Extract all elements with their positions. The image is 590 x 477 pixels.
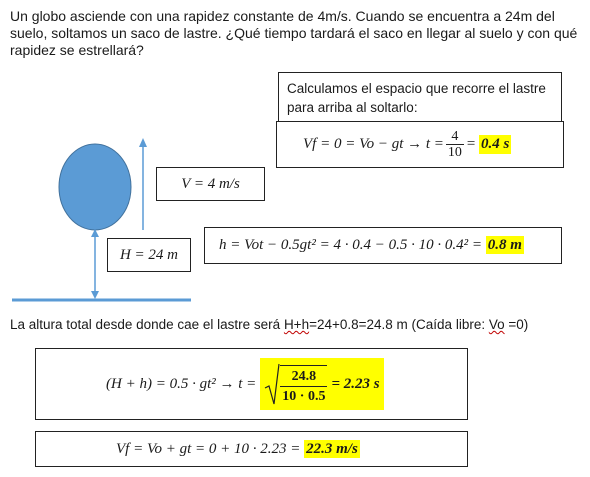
step3-frac-den: 10 · 0.5 xyxy=(280,386,327,404)
step3-equation xyxy=(106,358,384,410)
step1-equation xyxy=(303,129,511,160)
step3-fraction xyxy=(280,365,327,404)
balloon-diagram xyxy=(0,130,210,310)
total-height-text xyxy=(10,317,528,332)
sqrt-icon xyxy=(264,362,280,406)
height-label: H = 24 m xyxy=(119,246,179,263)
step4-equation xyxy=(116,441,360,458)
step1-intro-text: Calculamos el espacio que recorre el lastre para arriba al soltarlo: xyxy=(287,81,546,115)
step4-eq-prefix: Vf = Vo + gt = 0 + 10 · 2.23 = xyxy=(116,440,301,457)
total-text-vo: Vo xyxy=(488,317,505,332)
step3-result: = 2.23 s xyxy=(331,375,380,392)
total-text-hh: H+h xyxy=(283,317,310,332)
step1-frac-num: 4 xyxy=(451,129,459,144)
step3-highlight xyxy=(260,358,383,410)
step3-frac-num: 24.8 xyxy=(291,368,317,384)
step4-result: 22.3 m/s xyxy=(306,440,358,457)
step4-equation-box xyxy=(35,431,468,467)
velocity-label-box xyxy=(156,167,265,201)
velocity-arrow-head xyxy=(139,138,147,147)
total-text-after: =0) xyxy=(504,317,529,332)
step1-result: 0.4 s xyxy=(481,136,510,152)
step1-intro-box xyxy=(278,72,562,122)
problem-statement: Un globo asciende con una rapidez constante de 4m/s. Cuando se encuentra a 24m del suelo, soltamos un saco de lastre. ¿Qué tiempo tardará el saco en llegar al suelo y con qué rapidez se estrellará? xyxy=(10,8,578,58)
step1-equation-box xyxy=(276,121,564,168)
step1-fraction xyxy=(446,129,464,160)
balloon-shape xyxy=(59,144,131,230)
height-label-box xyxy=(107,238,191,272)
step1-eq-equals: = xyxy=(465,136,477,152)
step2-equation-box xyxy=(204,227,562,264)
step2-equation xyxy=(219,237,524,254)
step1-frac-den: 10 xyxy=(447,145,462,160)
height-arrow-bottom xyxy=(91,291,99,299)
total-text-before: La altura total desde donde cae el lastre será xyxy=(10,317,284,332)
step2-result: 0.8 m xyxy=(487,237,522,253)
step3-eq-prefix: (H + h) = 0.5 · gt² → t = xyxy=(106,375,257,392)
step1-eq-prefix: Vf = 0 = Vo − gt → t = xyxy=(303,136,444,152)
step3-equation-box xyxy=(35,348,468,420)
velocity-label: V = 4 m/s xyxy=(181,175,240,192)
step2-eq-prefix: h = Vot − 0.5gt² = 4 · 0.4 − 0.5 · 10 · 0.4² = xyxy=(219,237,482,253)
total-text-middle: =24+0.8=24.8 m (Caída libre: xyxy=(309,317,489,332)
